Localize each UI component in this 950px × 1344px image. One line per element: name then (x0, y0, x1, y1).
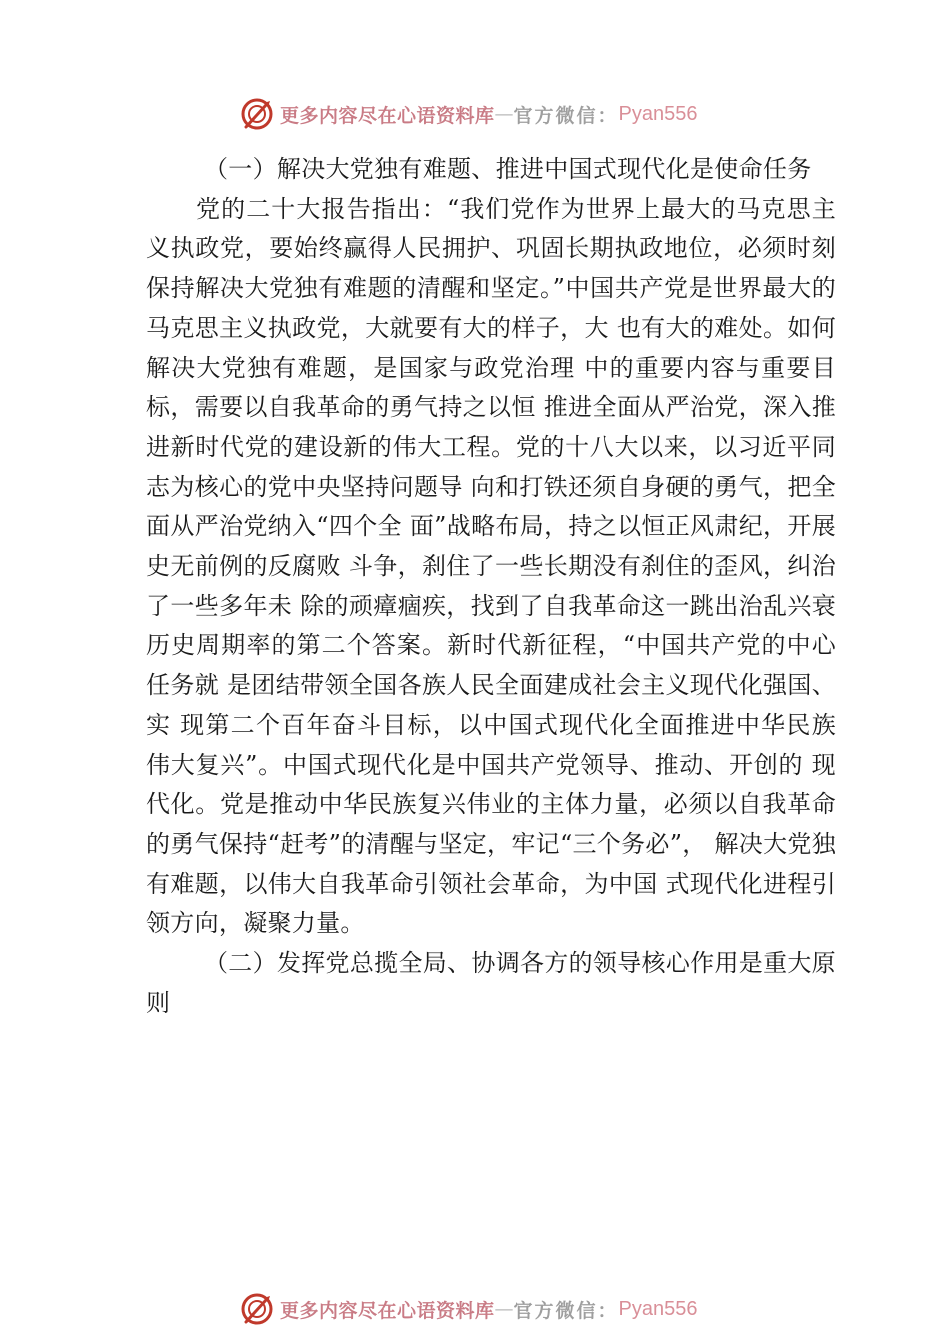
watermark-official-label: 官方微信： (513, 1299, 619, 1322)
watermark-brand-text: 更多内容尽在心语资料库 (280, 104, 495, 127)
section-heading-1: （一）解决大党独有难题、推进中国式现代化是使命任务 (204, 155, 812, 183)
footer-watermark (240, 1289, 698, 1329)
watermark-wechat-id: Pyan556 (618, 1297, 698, 1320)
section-heading-2: （二）发挥党总揽全局、协调各方的领导核心作用是重大原则 (146, 949, 836, 1017)
brand-logo-icon (240, 97, 274, 131)
body-paragraph-1: 党的二十大报告指出：“我们党作为世界上最大的马克思主义执政党，要始终赢得人民拥护、巩固长期执政地位，必须时刻保持解决大党独有难题的清醒和坚定。”中国共产党是世界最大的马克思主义执政党，大就要有大的样子，大 也有大的难处。如何解决大党独有难题，是国家与政党治理 中的重要内容与重要目标，需要以自我革命的勇气持之以恒 推进全面从严治党，深入推进新时代党的建设新的伟大工程。党的十八大以来，以习近平同志为核心的党中央坚持问题导 向和打铁还须自身硬的勇气，把全面从严治党纳入“四个全 面”战略布局，持之以恒正风肃纪，开展史无前例的反腐败 斗争，刹住了一些长期没有刹住的歪风，纠治了一些多年未 除的顽瘴痼疾，找到了自我革命这一跳出治乱兴衰历史周期率的第二个答案。新时代新征程，“中国共产党的中心任务就 是团结带领全国各族人民全面建成社会主义现代化强国、实 现第二个百年奋斗目标，以中国式现代化全面推进中华民族 伟大复兴”。中国式现代化是中国共产党领导、推动、开创的 现代化。党是推动中华民族复兴伟业的主体力量，必须以自我革命的勇气保持“赶考”的清醒与坚定，牢记“三个务必”， 解决大党独有难题，以伟大自我革命引领社会革命，为中国 式现代化进程引领方向，凝聚力量。 (146, 194, 837, 938)
watermark-dash: — (494, 1298, 514, 1320)
watermark-dash: — (494, 103, 514, 125)
watermark-wechat-id: Pyan556 (618, 102, 698, 125)
watermark-official-label: 官方微信： (513, 104, 619, 127)
header-watermark (240, 94, 698, 134)
watermark-brand-text: 更多内容尽在心语资料库 (280, 1299, 495, 1322)
document-body (146, 150, 836, 1023)
brand-logo-icon (240, 1292, 274, 1326)
